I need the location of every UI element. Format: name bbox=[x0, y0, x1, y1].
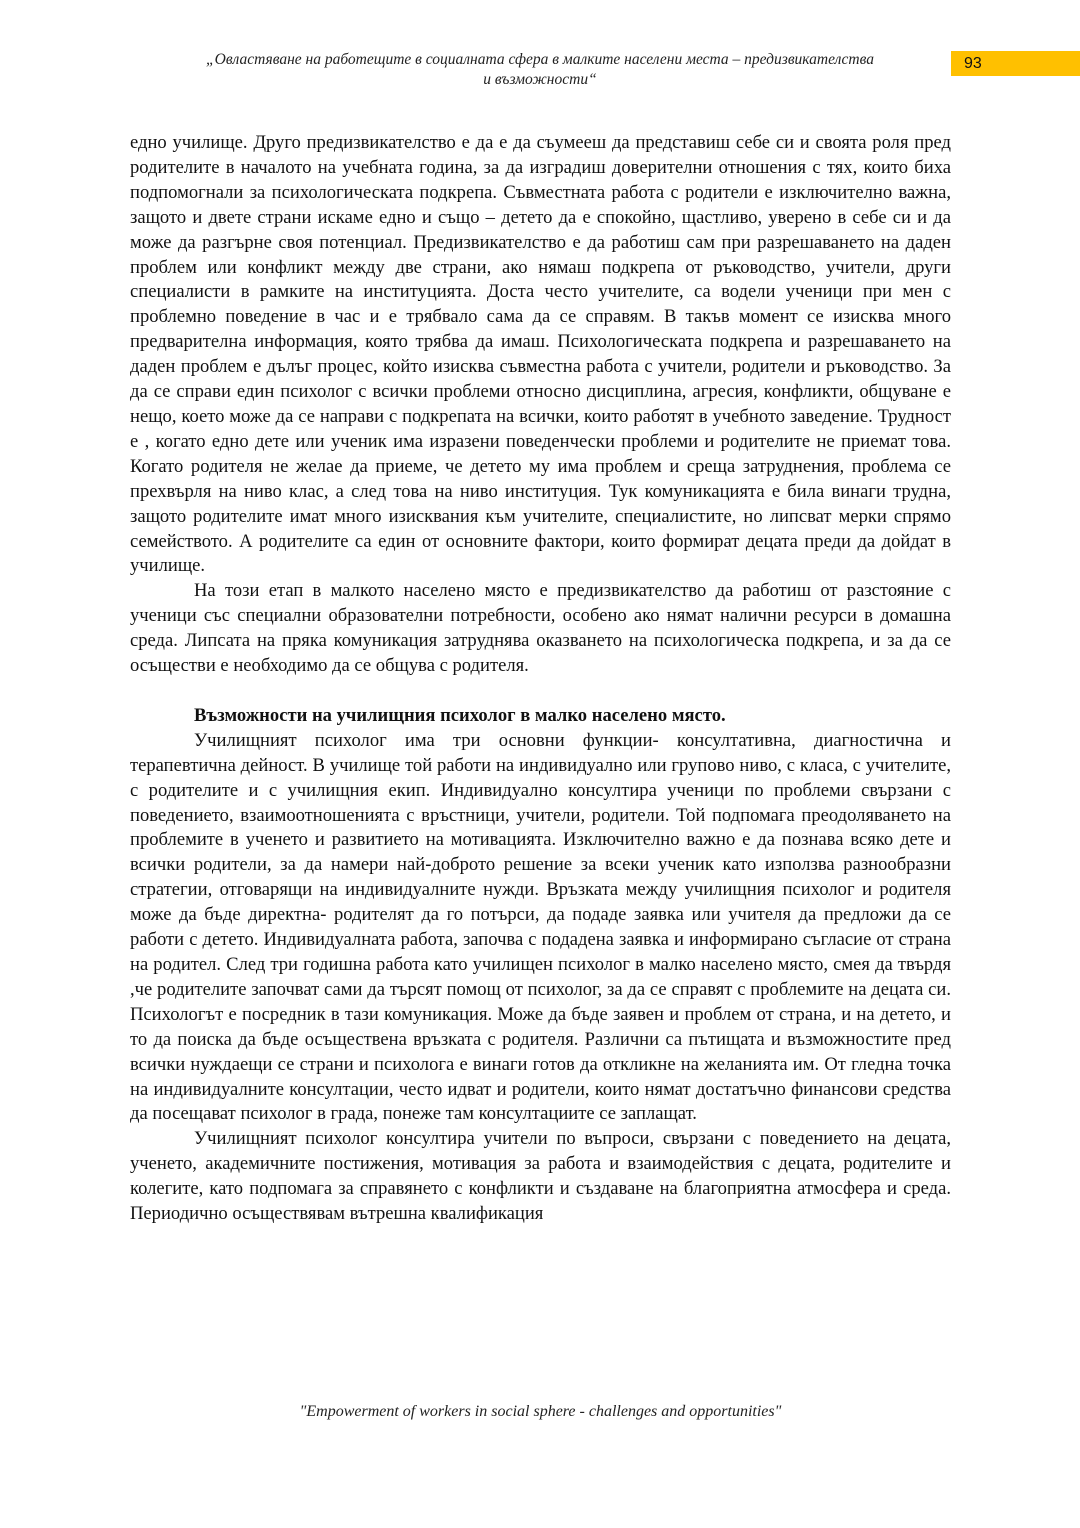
header-title-line-1: „Овластяване на работещите в социалната сфера в малките населени места – предизвикателства bbox=[206, 51, 874, 68]
page-number: 93 bbox=[951, 51, 1080, 76]
body-paragraph: На този етап в малкото населено място е предизвикателство да работиш от разстояние с ученици със специални образователни потребности, особено ако нямат налични ресурси в домашна среда. Липсата на пряка комуникация затруднява оказването на психологическа подкрепа, и за да се осъществи е необходимо да се общува с родителя. bbox=[130, 580, 951, 677]
body-paragraph: Училищният психолог консултира учители по въпроси, свързани с поведението на децата, ученето, академичните постижения, мотивация за работа и взаимодействия с децата, родителите и колегите, като подпомага за справянето с конфликти и създаване на благоприятна атмосфера и среда. Периодично осъществявам вътрешна квалификация bbox=[130, 1128, 951, 1225]
running-header bbox=[130, 50, 950, 90]
section-heading: Възможности на училищния психолог в малко населено място. bbox=[194, 704, 726, 726]
document-body bbox=[130, 131, 951, 1227]
body-paragraph: Училищният психолог има три основни функции- консултативна, диагностична и терапевтична дейност. В училище той работи на индивидуално или групово ниво, с класа, с учителите, с родителите и с училищния екип. Индивидуално консултира ученици по проблеми свързани с поведението, взаимоотношенията с връстници, учители, родители. Той подпомага преодоляването на проблемите в ученето и развитието на мотивацията. Изключително важно е да познава всяко дете и всички родители, за да намери най-доброто решение за всеки ученик като използва разнообразни стратегии, отговарящи на индивидуалните нужди. Връзката между училищния психолог и родителя може да бъде директна- родителят да го потърси, да подаде заявка или учителя да предложи да се работи с детето. Индивидуалната работа, започва с подадена заявка и информирано съгласие от страна на родител. След три годишна работа като училищен психолог в малко населено място, смея да твърдя ,че родителите започват сами да търсят помощ от психолог, за да се справят с проблемите на децата си. Психологът е посредник в тази комуникация. Може да бъде заявен и проблем от страна, и на детето, и то да поиска да бъде осъществена връзката с родителя. Различни са пътищата и възможностите пред всички нуждаещи се страни и психолога е винаги готов да откликне на желанията им. От гледна точка на индивидуалните консултации, често идват и родители, които нямат достатъчно финансови средства да посещават психолог в града, понеже там консултациите се заплащат. bbox=[130, 729, 951, 1125]
running-footer: "Empowerment of workers in social sphere - challenges and opportunities" bbox=[299, 1403, 782, 1420]
body-paragraph: едно училище. Друго предизвикателство е да е да съумееш да представиш себе си и своята роля пред родителите в началото на учебната година, за да изградиш доверителни отношения с тях, които биха подпомогнали за психологическата подкрепа. Съвместната работа с родители е изключително важна, защото и двете страни искаме едно и също – детето да е спокойно, щастливо, уверено в себе си и да може да разгърне своя потенциал. Предизвикателство е да работиш сам при разрешаването на даден проблем или конфликт между две страни, ако нямаш подкрепа от ръководство, учители, други специалисти в рамките на институцията. Доста често учителите, са водели ученици при мен с проблемно поведение в час и е трябвало сама да се справям. В такъв момент се изисква много предварителна информация, която трябва да имаш. Психологическата подкрепа и разрешаването на даден проблем е дълъг процес, който изисква съвместна работа с учители, родители и ръководство. За да се справи един психолог с всички проблеми относно дисциплина, агресия, конфликти, общуване е нещо, което може да се направи с подкрепата на всички, които работят в учебното заведение. Трудност е , когато едно дете или ученик има изразени поведенчески проблеми и родителите не приемат това. Когато родителя не желае да приеме, че детето му има проблем и среща затруднения, проблема се прехвърля на ниво клас, а след това на ниво институция. Тук комуникацията е била винаги трудна, защото родителите имат много изисквания към учителите, специалистите, но липсват мерки спрямо семейството. А родителите са един от основните фактори, които формират децата преди да дойдат в училище. bbox=[130, 132, 951, 577]
header-title-line-2: и възможности“ bbox=[483, 71, 597, 88]
